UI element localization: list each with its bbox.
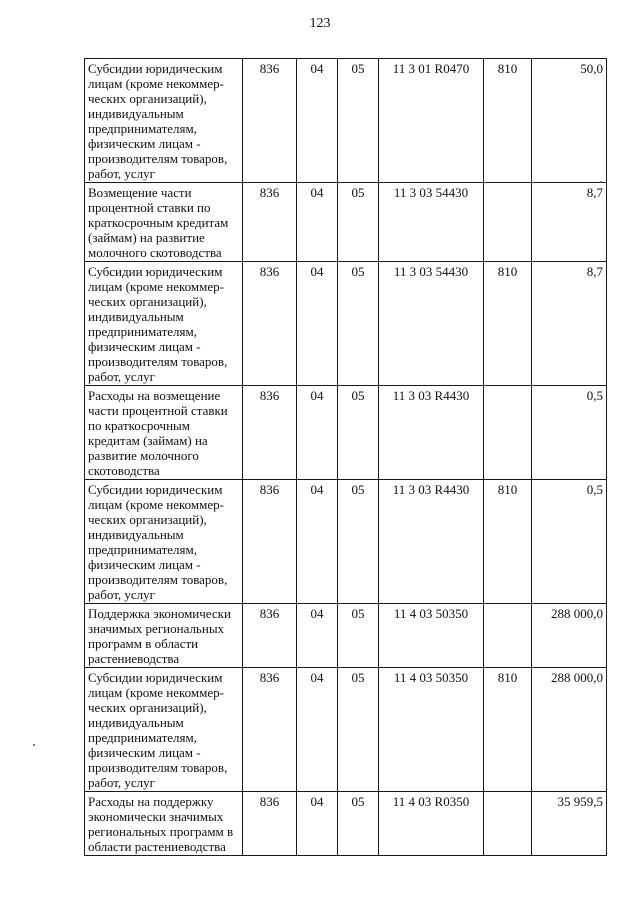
row-name-cell: Субсидии юридическим лицам (кроме некоммер-ческих организаций), индивидуальным предпринимателям, физическим лицам - производителям товаров, работ, услуг [85,480,243,604]
section-code-cell: 04 [297,792,338,856]
table-row [85,262,607,386]
ministry-code-cell: 836 [243,59,297,183]
page-number: 123 [309,16,331,31]
row-name-cell: Расходы на возмещение части процентной ставки по краткосрочным кредитам (займам) на развитие молочного скотоводства [85,386,243,480]
scan-speck [33,744,35,746]
amount-cell: 8,7 [532,262,607,386]
table-row [85,183,607,262]
section-code-cell: 04 [297,386,338,480]
expense-type-code-cell: 810 [484,262,532,386]
target-article-cell: 11 4 03 50350 [379,668,484,792]
target-article-cell: 11 3 03 R4430 [379,480,484,604]
table-body [85,59,607,856]
subsection-code-cell: 05 [338,480,379,604]
section-code-cell: 04 [297,604,338,668]
subsection-code-cell: 05 [338,183,379,262]
section-code-cell: 04 [297,183,338,262]
expense-type-code-cell [484,386,532,480]
amount-cell: 50,0 [532,59,607,183]
expense-type-code-cell [484,604,532,668]
amount-cell: 288 000,0 [532,604,607,668]
section-code-cell: 04 [297,668,338,792]
target-article-cell: 11 3 03 R4430 [379,386,484,480]
row-name-cell: Поддержка экономически значимых региональных программ в области растениеводства [85,604,243,668]
amount-cell: 0,5 [532,386,607,480]
table-row [85,604,607,668]
subsection-code-cell: 05 [338,262,379,386]
scan-speck [600,181,602,183]
row-name-cell: Возмещение части процентной ставки по краткосрочным кредитам (займам) на развитие молочного скотоводства [85,183,243,262]
section-code-cell: 04 [297,480,338,604]
target-article-cell: 11 4 03 50350 [379,604,484,668]
subsection-code-cell: 05 [338,59,379,183]
subsection-code-cell: 05 [338,604,379,668]
ministry-code-cell: 836 [243,262,297,386]
expense-type-code-cell: 810 [484,480,532,604]
expense-type-code-cell [484,792,532,856]
subsection-code-cell: 05 [338,792,379,856]
table-row [85,792,607,856]
row-name-cell: Субсидии юридическим лицам (кроме некоммер-ческих организаций), индивидуальным предпринимателям, физическим лицам - производителям товаров, работ, услуг [85,668,243,792]
table-row [85,668,607,792]
section-code-cell: 04 [297,59,338,183]
target-article-cell: 11 4 03 R0350 [379,792,484,856]
ministry-code-cell: 836 [243,183,297,262]
amount-cell: 0,5 [532,480,607,604]
table-row [85,480,607,604]
row-name-cell: Расходы на поддержку экономически значимых региональных программ в области растениеводства [85,792,243,856]
target-article-cell: 11 3 03 54430 [379,183,484,262]
amount-cell: 8,7 [532,183,607,262]
ministry-code-cell: 836 [243,480,297,604]
budget-table [84,58,607,856]
amount-cell: 35 959,5 [532,792,607,856]
ministry-code-cell: 836 [243,792,297,856]
subsection-code-cell: 05 [338,668,379,792]
row-name-cell: Субсидии юридическим лицам (кроме некоммер-ческих организаций), индивидуальным предпринимателям, физическим лицам - производителям товаров, работ, услуг [85,262,243,386]
target-article-cell: 11 3 01 R0470 [379,59,484,183]
section-code-cell: 04 [297,262,338,386]
expense-type-code-cell [484,183,532,262]
expense-type-code-cell: 810 [484,59,532,183]
table-row [85,59,607,183]
target-article-cell: 11 3 03 54430 [379,262,484,386]
ministry-code-cell: 836 [243,604,297,668]
row-name-cell: Субсидии юридическим лицам (кроме некоммер-ческих организаций), индивидуальным предпринимателям, физическим лицам - производителям товаров, работ, услуг [85,59,243,183]
ministry-code-cell: 836 [243,386,297,480]
ministry-code-cell: 836 [243,668,297,792]
amount-cell: 288 000,0 [532,668,607,792]
expense-type-code-cell: 810 [484,668,532,792]
table-row [85,386,607,480]
subsection-code-cell: 05 [338,386,379,480]
